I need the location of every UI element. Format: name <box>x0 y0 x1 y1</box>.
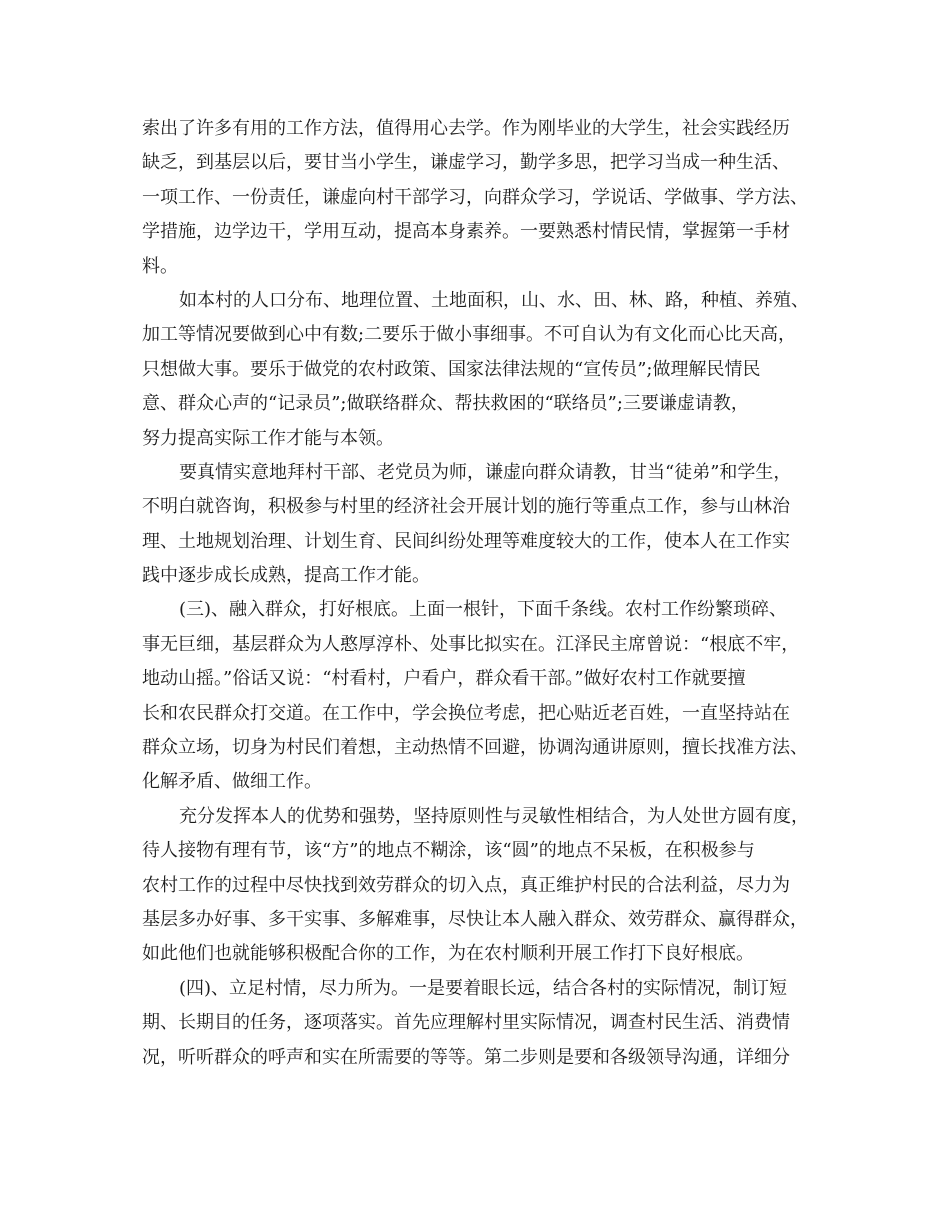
text-line: 索出了许多有用的工作方法，值得用心去学。作为刚毕业的大学生，社会实践经历 <box>142 118 790 139</box>
text-line: 期、长期目的任务，逐项落实。首先应理解村里实际情况，调查村民生活、消费情 <box>142 1012 790 1034</box>
paragraph-first-line: 如本村的人口分布、地理位置、土地面积，山、水、田、林、路，种植、养殖、 <box>179 289 809 311</box>
text-line: 群众立场，切身为村民们着想，主动热情不回避，协调沟通讲原则，擅长找准方法、 <box>142 737 808 759</box>
text-line: 地动山摇。”俗话又说：“村看村，户看户，群众看干部。”做好农村工作就要擅 <box>142 668 746 690</box>
text-line: 如此他们也就能够积极配合你的工作，为在农村顺利开展工作打下良好根底。 <box>142 943 754 965</box>
text-line: 事无巨细，基层群众为人憨厚淳朴、处事比拟实在。江泽民主席曾说：“根底不牢， <box>142 633 800 655</box>
paragraph-first-line: (三)、融入群众，打好根底。上面一根针，下面千条线。农村工作纷繁琐碎、 <box>179 599 788 621</box>
text-line: 只想做大事。要乐于做党的农村政策、国家法律法规的“宣传员”;做理解民情民 <box>142 358 761 380</box>
text-line: 农村工作的过程中尽快找到效劳群众的切入点，真正维护村民的合法利益，尽力为 <box>142 874 790 896</box>
text-line: 长和农民群众打交道。在工作中，学会换位考虑，把心贴近老百姓，一直坚持站在 <box>142 702 790 724</box>
paragraph-first-line: (四)、立足村情，尽力所为。一是要着眼长远，结合各村的实际情况，制订短 <box>179 977 788 999</box>
text-line: 意、群众心声的“记录员”;做联络群众、帮扶救困的“联络员”;三要谦虚请教， <box>142 393 749 415</box>
paragraph-first-line: 充分发挥本人的优势和强势，坚持原则性与灵敏性相结合，为人处世方圆有度， <box>179 805 809 827</box>
text-line: 化解矛盾、做细工作。 <box>142 771 322 793</box>
text-line: 料。 <box>142 255 178 277</box>
text-line: 理、土地规划治理、计划生育、民间纠纷处理等难度较大的工作，使本人在工作实 <box>142 530 790 552</box>
text-line: 缺乏，到基层以后，要甘当小学生，谦虚学习，勤学多思，把学习当成一种生活、 <box>142 152 790 174</box>
text-line: 践中逐步成长成熟，提高工作才能。 <box>142 565 430 587</box>
text-line: 加工等情况要做到心中有数;二要乐于做小事细事。不可自认为有文化而心比天高， <box>142 324 797 346</box>
text-line: 一项工作、一份责任，谦虚向村干部学习，向群众学习，学说话、学做事、学方法、 <box>142 186 808 208</box>
document-body <box>142 112 832 1075</box>
text-line: 待人接物有理有节，该“方”的地点不糊涂，该“圆”的地点不呆板，在积极参与 <box>142 840 755 862</box>
paragraph-first-line: 要真情实意地拜村干部、老党员为师，谦虚向群众请教，甘当“徒弟”和学生， <box>179 461 792 483</box>
text-line: 学措施，边学边干，学用互动，提高本身素养。一要熟悉村情民情，掌握第一手材 <box>142 221 790 243</box>
text-line: 努力提高实际工作才能与本领。 <box>142 427 394 449</box>
text-line: 基层多办好事、多干实事、多解难事，尽快让本人融入群众、效劳群众、赢得群众， <box>142 908 808 930</box>
text-line: 况，听听群众的呼声和实在所需要的等等。第二步则是要和各级领导沟通，详细分 <box>142 1046 790 1068</box>
text-line: 不明白就咨询，积极参与村里的经济社会开展计划的施行等重点工作，参与山林治 <box>142 496 790 518</box>
